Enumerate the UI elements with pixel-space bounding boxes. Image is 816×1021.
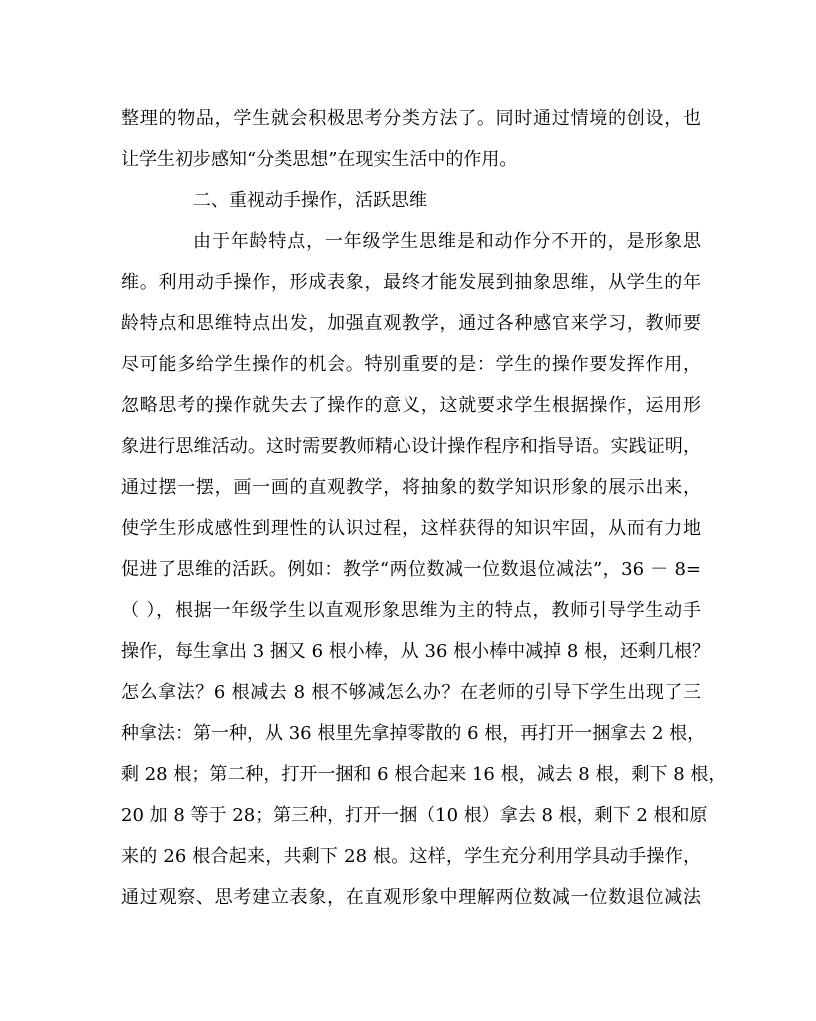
paragraph-line: （ ），根据一年级学生以直观形象思维为主的特点，教师引导学生动手 (121, 600, 701, 621)
paragraph-line: 剩 28 根；第二种，打开一捆和 6 根合起来 16 根，减去 8 根，剩下 8 根， (121, 764, 727, 785)
paragraph-line: 操作，每生拿出 3 捆又 6 根小棒，从 36 根小棒中减掉 8 根，还剩几根？ (121, 641, 711, 662)
section-heading: 二、重视动手操作，活跃思维 (193, 190, 427, 211)
paragraph-line: 通过观察、思考建立表象，在直观形象中理解两位数减一位数退位减法 (121, 887, 701, 908)
paragraph-line: 使学生形成感性到理性的认识过程，这样获得的知识牢固，从而有力地 (121, 518, 701, 539)
paragraph-line: 象进行思维活动。这时需要教师精心设计操作程序和指导语。实践证明， (121, 436, 701, 457)
paragraph-line: 龄特点和思维特点出发，加强直观教学，通过各种感官来学习，教师要 (121, 313, 701, 334)
paragraph-line: 让学生初步感知“分类思想”在现实生活中的作用。 (121, 149, 518, 170)
paragraph-line: 来的 26 根合起来，共剩下 28 根。这样，学生充分利用学具动手操作， (121, 846, 701, 867)
paragraph-line: 种拿法：第一种，从 36 根里先拿掉零散的 6 根，再打开一捆拿去 2 根， (121, 723, 706, 744)
paragraph-line: 由于年龄特点，一年级学生思维是和动作分不开的，是形象思 (193, 231, 701, 252)
paragraph-line: 整理的物品，学生就会积极思考分类方法了。同时通过情境的创设，也 (121, 108, 701, 129)
paragraph-line: 20 加 8 等于 28；第三种，打开一捆（10 根）拿去 8 根，剩下 2 根和原 (121, 805, 708, 826)
paragraph-line: 尽可能多给学生操作的机会。特别重要的是：学生的操作要发挥作用， (121, 354, 701, 375)
paragraph-line: 忽略思考的操作就失去了操作的意义，这就要求学生根据操作，运用形 (121, 395, 701, 416)
paragraph-line: 怎么拿法？6 根减去 8 根不够减怎么办？在老师的引导下学生出现了三 (121, 682, 701, 703)
paragraph-line: 促进了思维的活跃。例如：教学“两位数减一位数退位减法”，36 － 8= (121, 559, 701, 580)
paragraph-line: 通过摆一摆，画一画的直观教学，将抽象的数学知识形象的展示出来， (121, 477, 701, 498)
paragraph-line: 维。利用动手操作，形成表象，最终才能发展到抽象思维，从学生的年 (121, 272, 701, 293)
